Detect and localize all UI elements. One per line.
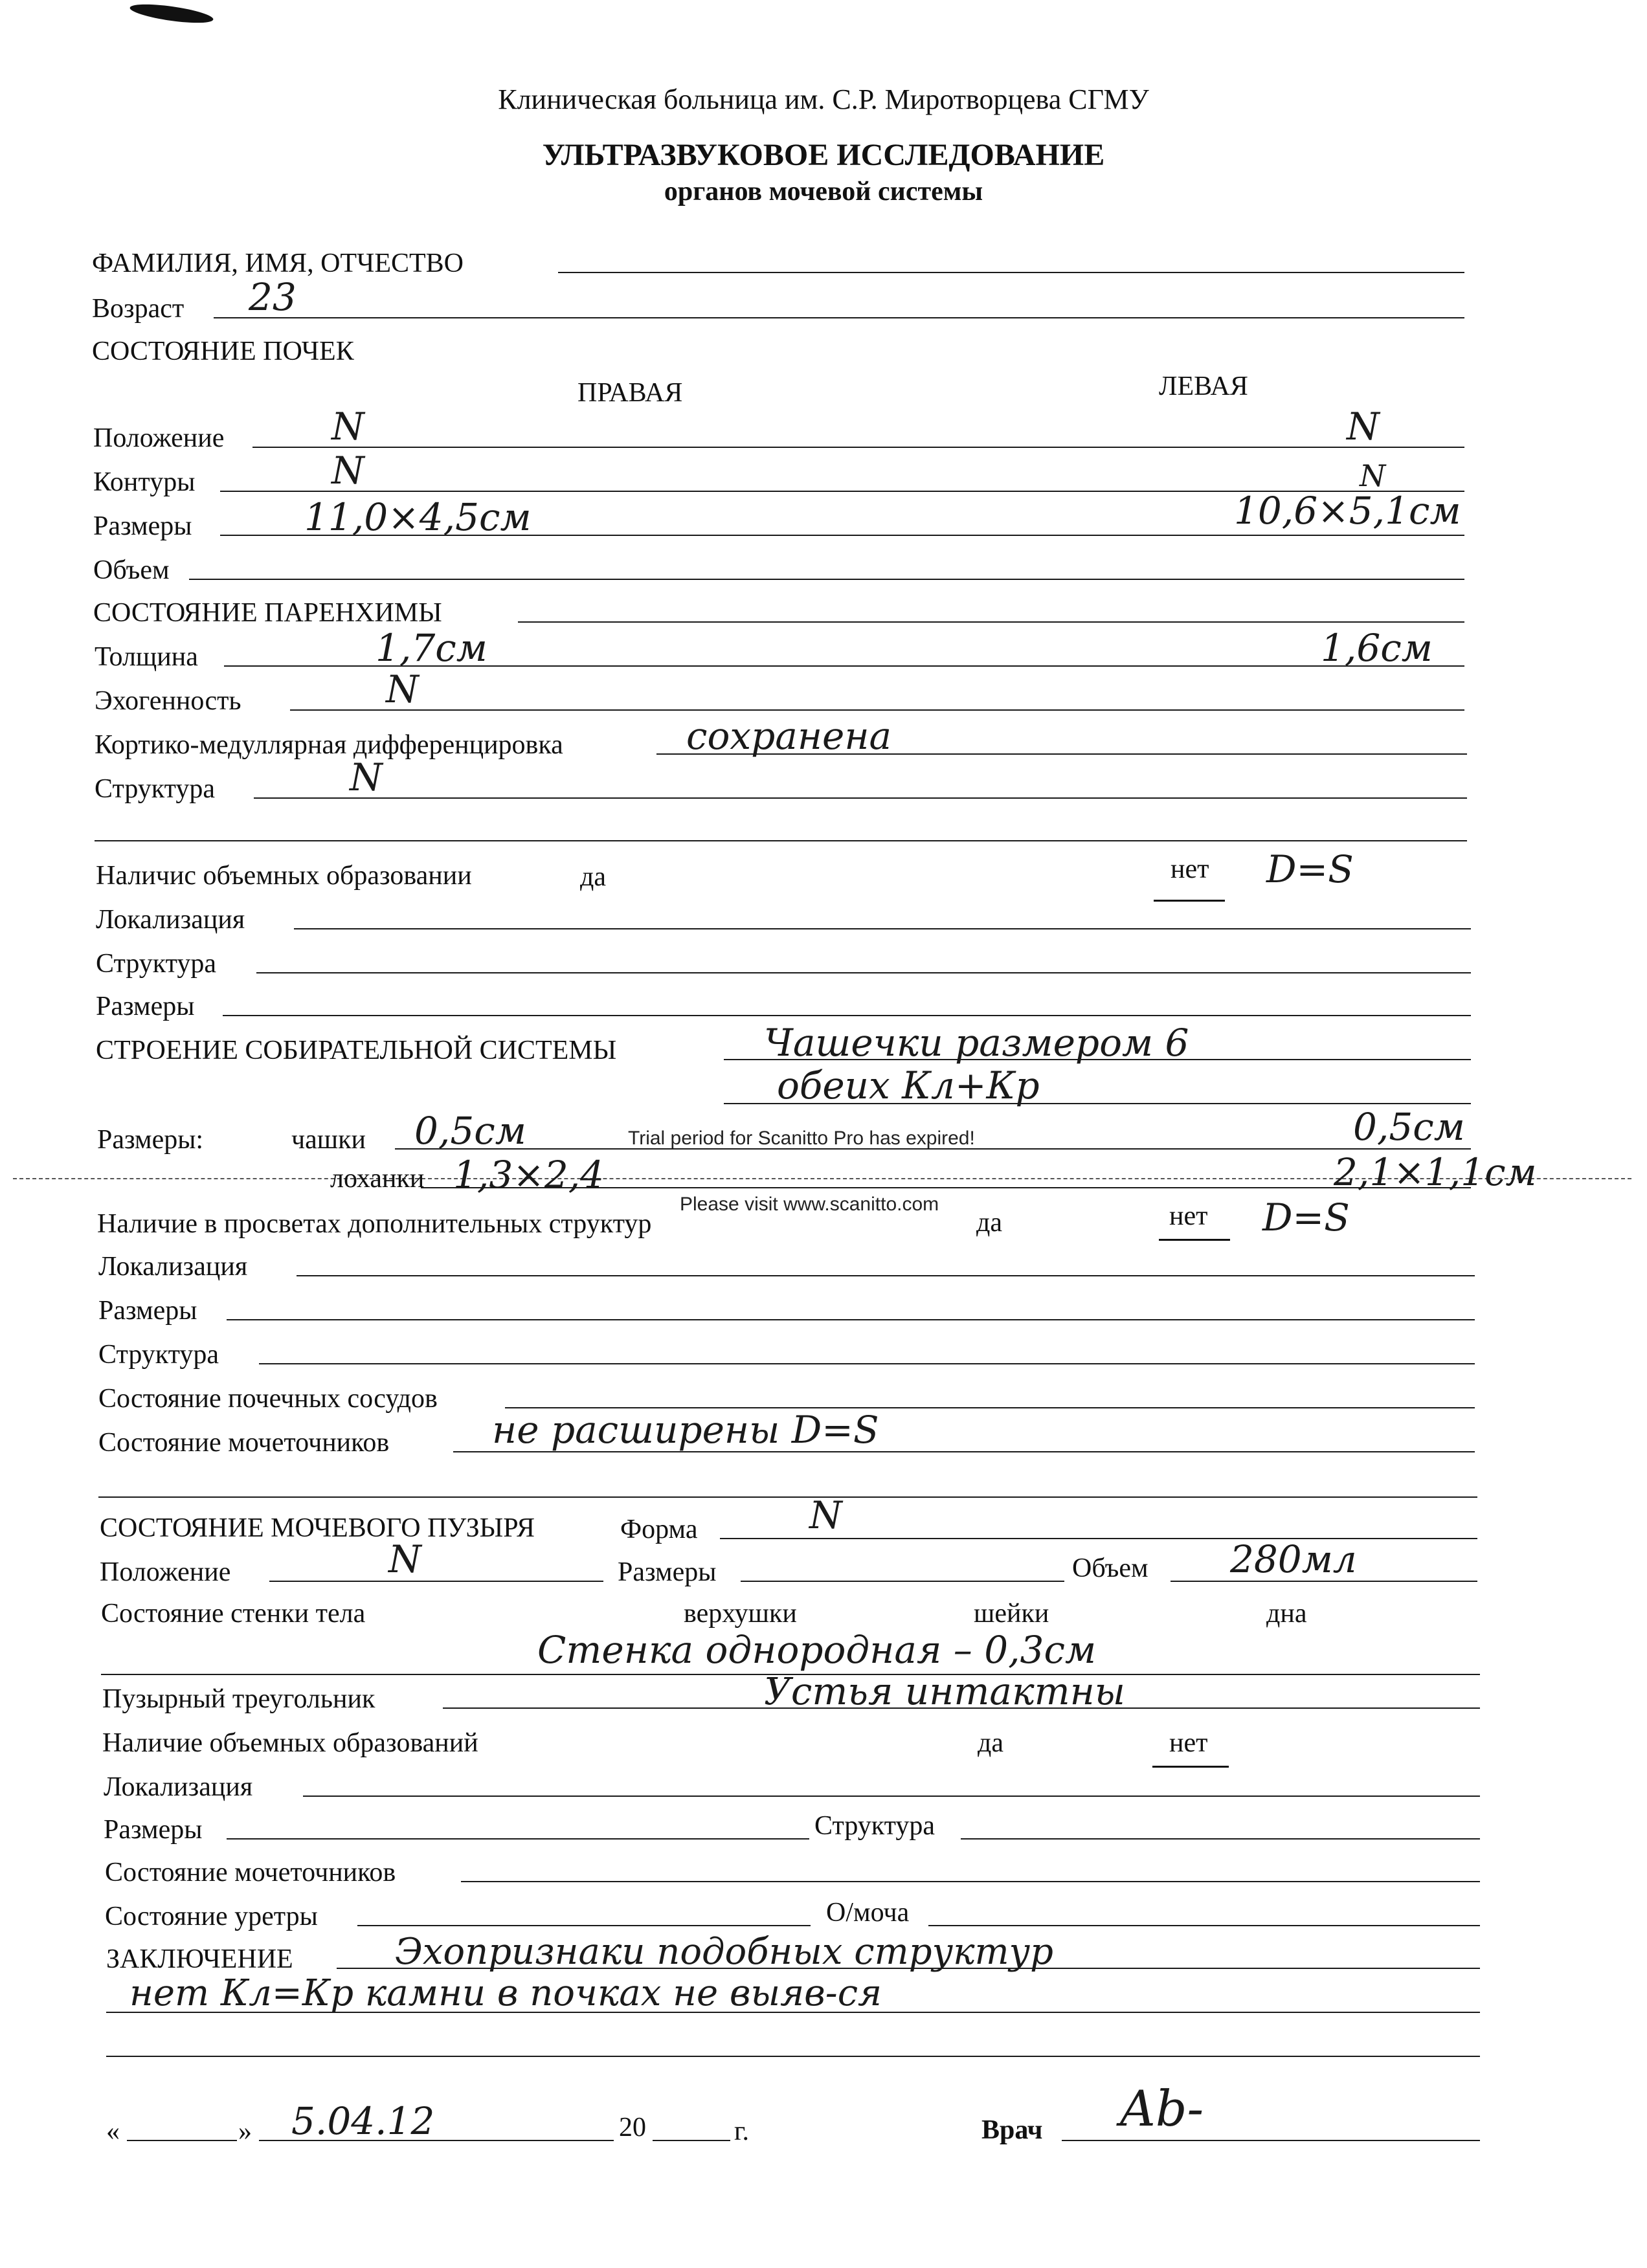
extra-no-underline xyxy=(1159,1239,1230,1241)
size-label: Размеры xyxy=(93,511,192,541)
bladder-structure-field[interactable] xyxy=(961,1838,1480,1840)
age-label: Возраст xyxy=(92,294,185,324)
collecting-structure-label: Структура xyxy=(98,1340,219,1370)
masses-no-underline xyxy=(1154,900,1225,902)
structure-value: N xyxy=(350,755,383,799)
conclusion-line1: Эхопризнаки подобных структур xyxy=(395,1931,1053,1973)
structure-label: Структура xyxy=(95,774,216,804)
vessels-label: Состояние почечных сосудов xyxy=(98,1384,438,1414)
contours-right-value: N xyxy=(331,449,364,493)
bladder-size-field[interactable] xyxy=(741,1581,1064,1582)
pelvis-right-value: 1,3×2,4 xyxy=(453,1153,605,1197)
thickness-left-value: 1,6см xyxy=(1321,626,1433,670)
blank-line[interactable] xyxy=(95,840,1467,841)
right-kidney-header: ПРАВАЯ xyxy=(577,378,683,408)
bottom-label: дна xyxy=(1266,1599,1307,1629)
extra-yes-label: да xyxy=(976,1208,1003,1238)
masses-yes-label: да xyxy=(580,862,607,892)
bladder-masses-no: нет xyxy=(1169,1728,1208,1758)
triangle-value: Устья интактны xyxy=(764,1669,1126,1713)
bladder-ureters-label: Состояние мочеточников xyxy=(105,1858,396,1887)
date-quote-open: « xyxy=(106,2117,120,2146)
bladder-position-label: Положение xyxy=(100,1557,231,1587)
calyx-label: чашки xyxy=(291,1125,366,1155)
pelvis-left-value: 2,1×1,1см xyxy=(1334,1150,1537,1194)
extra-no-label: нет xyxy=(1169,1201,1208,1231)
conclusion-field-3[interactable] xyxy=(106,2056,1480,2057)
cmd-value: сохранена xyxy=(686,714,892,758)
collecting-size-field[interactable] xyxy=(227,1319,1475,1320)
bladder-position-field[interactable] xyxy=(269,1581,603,1582)
form-title: УЛЬТРАЗВУКОВОЕ ИССЛЕДОВАНИЕ xyxy=(542,138,1105,172)
calyx-left-value: 0,5см xyxy=(1353,1105,1465,1149)
position-field[interactable] xyxy=(252,447,1464,448)
bladder-ureters-field[interactable] xyxy=(461,1881,1480,1882)
volume-field[interactable] xyxy=(189,579,1464,580)
bladder-masses-no-underline xyxy=(1152,1766,1229,1768)
collecting-structure-field[interactable] xyxy=(259,1363,1475,1364)
size-right-value: 11,0×4,5см xyxy=(304,495,532,539)
age-field[interactable] xyxy=(214,317,1464,318)
bladder-form-field[interactable] xyxy=(720,1538,1477,1539)
bladder-size-label: Размеры xyxy=(618,1557,717,1587)
date-value: 5.04.12 xyxy=(291,2099,435,2143)
fio-field[interactable] xyxy=(558,272,1464,273)
bladder-localization-label: Локализация xyxy=(104,1772,253,1802)
position-label: Положение xyxy=(93,423,225,453)
residual-field[interactable] xyxy=(928,1925,1480,1926)
masses-no-label: нет xyxy=(1171,854,1209,884)
bladder-masses-yes: да xyxy=(978,1728,1004,1758)
date-quote-close: » xyxy=(238,2117,252,2146)
masses-presence-label: Наличис объемных образовании xyxy=(96,861,472,891)
bladder-size2-field[interactable] xyxy=(227,1838,809,1840)
watermark-line1: Trial period for Scanitto Pro has expired! xyxy=(628,1128,975,1149)
neck-label: шейки xyxy=(974,1599,1049,1629)
cmd-label: Кортико-медуллярная дифференцировка xyxy=(95,730,563,760)
institution-name: Клиническая больница им. С.Р. Миротворцева СГМУ xyxy=(498,83,1149,115)
bladder-volume-value: 280мл xyxy=(1230,1537,1357,1581)
position-left-value: N xyxy=(1347,405,1380,449)
calyx-right-value: 0,5см xyxy=(414,1109,526,1153)
contours-left-value: N xyxy=(1360,458,1386,493)
age-value: 23 xyxy=(249,275,297,319)
bladder-structure-label: Структура xyxy=(814,1811,936,1841)
masses-structure-label: Структура xyxy=(96,949,217,979)
ureters-value: не расширены D=S xyxy=(492,1408,879,1452)
conclusion-label: ЗАКЛЮЧЕНИЕ xyxy=(106,1944,293,1974)
masses-size-label: Размеры xyxy=(96,992,195,1021)
collecting-localization-field[interactable] xyxy=(297,1275,1475,1276)
contours-label: Контуры xyxy=(93,467,196,497)
bladder-volume-label: Объем xyxy=(1072,1553,1148,1583)
masses-size-field[interactable] xyxy=(223,1015,1471,1016)
pelvis-label: лоханки xyxy=(330,1164,425,1194)
urethra-label: Состояние уретры xyxy=(105,1902,318,1931)
bladder-size2-label: Размеры xyxy=(104,1815,203,1845)
bladder-localization-field[interactable] xyxy=(303,1796,1480,1797)
blank-line-2[interactable] xyxy=(98,1496,1477,1498)
echogenicity-value: N xyxy=(386,667,419,711)
collecting-section-title: СТРОЕНИЕ СОБИРАТЕЛЬНОЙ СИСТЕМЫ xyxy=(96,1036,617,1065)
size-left-value: 10,6×5,1см xyxy=(1234,489,1461,533)
bladder-form-value: N xyxy=(809,1493,842,1537)
residual-label: О/моча xyxy=(826,1898,910,1928)
triangle-label: Пузырный треугольник xyxy=(102,1684,375,1714)
year-prefix: 20 xyxy=(619,2113,646,2142)
bladder-section-title: СОСТОЯНИЕ МОЧЕВОГО ПУЗЫРЯ xyxy=(100,1513,535,1543)
extra-structures-label: Наличие в просветах дополнительных структур xyxy=(97,1209,652,1239)
form-subtitle: органов мочевой системы xyxy=(664,177,983,206)
collecting-value-line1: Чашечки размером 6 xyxy=(764,1021,1189,1065)
volume-label: Объем xyxy=(93,555,170,585)
extra-value: D=S xyxy=(1262,1195,1350,1240)
wall-value: Стенка однородная – 0,3см xyxy=(537,1628,1097,1672)
masses-structure-field[interactable] xyxy=(256,972,1471,973)
conclusion-line2: нет Кл=Кр камни в почках не выяв-ся xyxy=(129,1972,882,2014)
position-right-value: N xyxy=(331,405,364,449)
echogenicity-field[interactable] xyxy=(290,709,1464,711)
year-field[interactable] xyxy=(653,2140,730,2141)
masses-localization-label: Локализация xyxy=(96,905,245,935)
doctor-signature-field[interactable] xyxy=(1062,2140,1480,2141)
bladder-position-value: N xyxy=(388,1537,421,1581)
thickness-right-value: 1,7см xyxy=(375,626,487,670)
apex-label: верхушки xyxy=(684,1599,797,1629)
structure-field[interactable] xyxy=(254,797,1467,799)
fio-label: ФАМИЛИЯ, ИМЯ, ОТЧЕСТВО xyxy=(92,249,464,278)
doctor-label: Врач xyxy=(981,2115,1043,2145)
collecting-value-line2: обеих Кл+Кр xyxy=(777,1063,1040,1107)
collecting-size-label: Размеры xyxy=(98,1296,197,1326)
wall-label: Состояние стенки тела xyxy=(101,1599,366,1629)
echogenicity-label: Эхогенность xyxy=(95,686,241,716)
doctor-signature: Ab- xyxy=(1120,2080,1204,2137)
sizes-label: Размеры: xyxy=(97,1125,204,1155)
masses-localization-field[interactable] xyxy=(294,928,1471,929)
parenchyma-field[interactable] xyxy=(518,621,1464,623)
bladder-masses-label: Наличие объемных образований xyxy=(102,1728,478,1758)
urethra-field[interactable] xyxy=(357,1925,811,1926)
watermark-line2: Please visit www.scanitto.com xyxy=(680,1194,939,1215)
scan-smudge xyxy=(129,1,214,27)
bladder-form-label: Форма xyxy=(620,1515,698,1544)
date-day-field[interactable] xyxy=(127,2140,237,2141)
year-suffix: г. xyxy=(734,2117,749,2146)
left-kidney-header: ЛЕВАЯ xyxy=(1159,372,1248,401)
ureters-label: Состояние мочеточников xyxy=(98,1428,390,1458)
kidney-section-title: СОСТОЯНИЕ ПОЧЕК xyxy=(92,337,354,366)
masses-presence-value: D=S xyxy=(1266,847,1354,891)
parenchyma-section-title: СОСТОЯНИЕ ПАРЕНХИМЫ xyxy=(93,598,442,628)
thickness-label: Толщина xyxy=(95,642,198,672)
collecting-localization-label: Локализация xyxy=(98,1252,248,1282)
